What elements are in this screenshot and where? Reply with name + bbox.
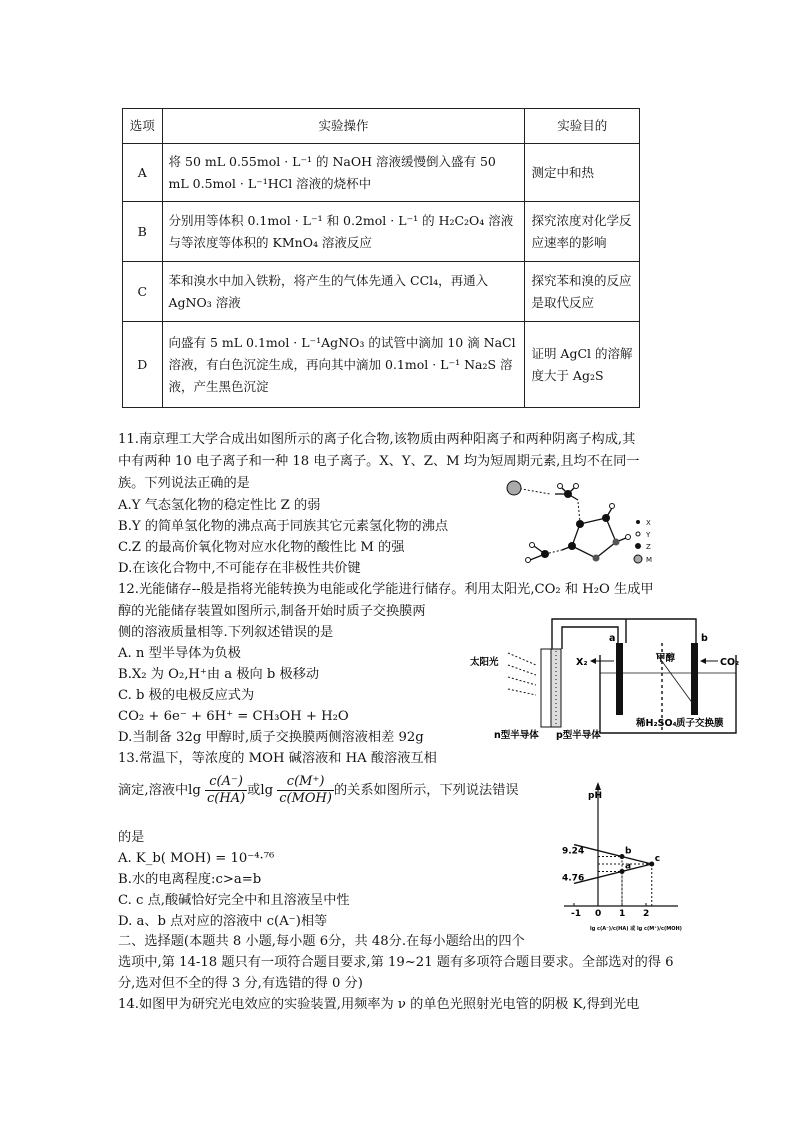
q13-option-d: D. a、b 点对应的溶液中 c(A⁻)相等 [118,914,328,929]
electrode-b [691,643,698,715]
row-operation: 苯和溴水中加入铁粉，将产生的气体先通入 CCl₄，再通入 AgNO₃ 溶液 [162,262,525,322]
fraction-a-num: c(A⁻) [205,774,247,791]
q13-ph-chart [560,778,690,934]
row-option: C [123,262,163,322]
header-operation: 实验操作 [162,109,525,144]
q12-option-d: D.当制备 32g 甲醇时,质子交换膜两侧溶液相差 92g [118,730,424,745]
experiment-table [122,108,640,408]
z-atom [564,490,572,498]
legend-y: Y [646,531,651,539]
table-header-row [123,109,640,144]
header-option: 选项 [123,109,163,144]
q13-stem-line1: 13.常温下，等浓度的 MOH 碱溶液和 HA 酸溶液互相 [118,751,437,766]
q13-stem2-post: 的关系如图所示，下列说法错误 [333,783,519,798]
lg-label: lg [188,783,201,798]
q13-stem2-pre: 滴定,溶液中 [118,783,189,798]
x2-label: X₂ [576,657,588,668]
m-atom [507,481,521,495]
or-label: 或 [247,783,261,798]
electrode-a [616,643,623,715]
x-tick-label: 0 [595,909,602,919]
table-row [123,144,640,202]
row-operation: 向盛有 5 mL 0.1mol · L⁻¹AgNO₃ 的试管中滴加 10 滴 NaCl 溶液，有白色沉淀生成，再向其中滴加 0.1mol · L⁻¹ Na₂S 溶液，产生黑色沉淀 [162,322,525,408]
point-b [620,854,625,859]
row-option: A [123,144,163,202]
x-tick-label: 1 [619,909,626,919]
x-tick-label: -1 [571,909,581,919]
q12-device-figure [466,613,752,750]
electrode-b-label: b [701,633,708,644]
section2-line2: 选项中,第 14-18 题只有一项符合题目要求,第 19~21 题有多项符合题目要求。全部选对的得 6 [118,955,674,970]
q12-stem-line1: 12.光能储存--般是指将光能转换为电能或化学能进行储存。利用太阳光,CO₂ 和 H₂O 生成甲 [118,582,654,597]
row-option: D [123,322,163,408]
y-tick-label: 9.24 [562,846,585,857]
row-operation: 分别用等体积 0.1mol · L⁻¹ 和 0.2mol · L⁻¹ 的 H₂C₂O₄ 溶液与等浓度等体积的 KMnO₄ 溶液反应 [162,202,525,262]
q13-stem-line3: 的是 [118,830,145,845]
q11-option-a: A.Y 气态氢化物的稳定性比 Z 的弱 [118,498,321,513]
point-c [649,862,654,867]
q14-stem: 14.如图甲为研究光电效应的实验装置,用频率为 ν 的单色光照射光电管的阴极 K,得到光电 [118,997,640,1012]
q12-option-a: A. n 型半导体为负极 [118,646,241,661]
q11-stem-line2: 中有两种 10 电子离子和一种 18 电子离子。X、Y、Z、M 均为短周期元素,且均不在同一 [118,454,640,469]
q13-stem-line2 [118,774,519,808]
q13-option-c: C. c 点,酸碱恰好完全中和且溶液呈中性 [118,893,350,908]
table-row [123,202,640,262]
fraction-a [205,774,247,807]
section2-line3: 分,选对但不全的得 3 分,有选错的得 0 分) [118,976,363,991]
q12-stem-line2: 醇的光能储存装置如图所示,制备开始时质子交换膜两 [118,604,426,619]
legend-m: M [646,556,653,564]
membrane-label: 质子交换膜 [676,718,724,729]
legend-x: X [646,519,651,527]
p-type-label: p型半导体 [556,730,601,741]
row-goal: 测定中和热 [525,144,640,202]
section2-line1: 二、选择题(本题共 8 小题,每小题 6分，共 48分.在每小题给出的四个 [118,934,525,949]
point-label-c: c [654,854,661,864]
x-tick-label: 2 [643,909,650,919]
q11-option-c: C.Z 的最高价氧化物对应水化物的酸性比 M 的强 [118,540,405,555]
q11-stem-line1: 11.南京理工大学合成出如图所示的离子化合物,该物质由两种阳离子和两种阴离子构成,其 [118,432,636,447]
header-goal: 实验目的 [525,109,640,144]
q12-option-c: C. b 极的电极反应式为 [118,688,255,703]
fraction-a-den: c(HA) [207,791,246,806]
series-line-falling [574,845,653,865]
q12-stem-line3: 侧的溶液质量相等.下列叙述错误的是 [118,625,334,640]
n-type-label: n型半导体 [494,730,539,741]
row-goal: 证明 AgCl 的溶解度大于 Ag₂S [525,322,640,408]
y-tick-label: 4.76 [562,873,585,884]
q13-option-a: A. K_b( MOH) = 10⁻⁴·⁷⁶ [118,851,275,866]
row-operation: 将 50 mL 0.55mol · L⁻¹ 的 NaOH 溶液缓慢倒入盛有 50 mL 0.5mol · L⁻¹HCl 溶液的烧杯中 [162,144,525,202]
methanol-label: 甲醇 [656,653,676,664]
q11-option-b: B.Y 的简单氢化物的沸点高于同族其它元素氢化物的沸点 [118,519,449,534]
legend-z: Z [646,543,651,551]
q12-option-c-equation: CO₂ + 6e⁻ + 6H⁺ = CH₃OH + H₂O [118,709,349,724]
n-type-semiconductor [541,649,551,727]
co2-label: CO₂ [720,657,740,668]
fraction-m [277,774,334,807]
q12-option-b: B.X₂ 为 O₂,H⁺由 a 极向 b 极移动 [118,667,320,682]
lg-label: lg [260,783,274,798]
q13-option-b: B.水的电离程度:c>a=b [118,872,262,887]
q11-stem-line3: 族。下列说法正确的是 [118,476,250,491]
point-a [620,869,625,874]
y-axis-label: pH [588,791,602,801]
sunlight-label: 太阳光 [470,657,499,668]
row-goal: 探究苯和溴的反应是取代反应 [525,262,640,322]
table-row [123,262,640,322]
fraction-m-num: c(M⁺) [277,774,334,791]
point-label-b: b [625,846,632,857]
q11-option-d: D.在该化合物中,不可能存在非极性共价键 [118,561,361,576]
electrode-a-label: a [609,633,616,644]
series-line-rising [574,864,653,884]
row-option: B [123,202,163,262]
row-goal: 探究浓度对化学反应速率的影响 [525,202,640,262]
acid-label: 稀H₂SO₄ [636,718,677,729]
fraction-m-den: c(MOH) [279,791,332,806]
point-label-a: a [625,861,632,872]
x-axis-label: lg c(A⁻)/c(HA) 或 lg c(M⁺)/c(MOH) [590,926,682,932]
q11-molecule-figure [500,472,670,580]
table-row [123,322,640,408]
